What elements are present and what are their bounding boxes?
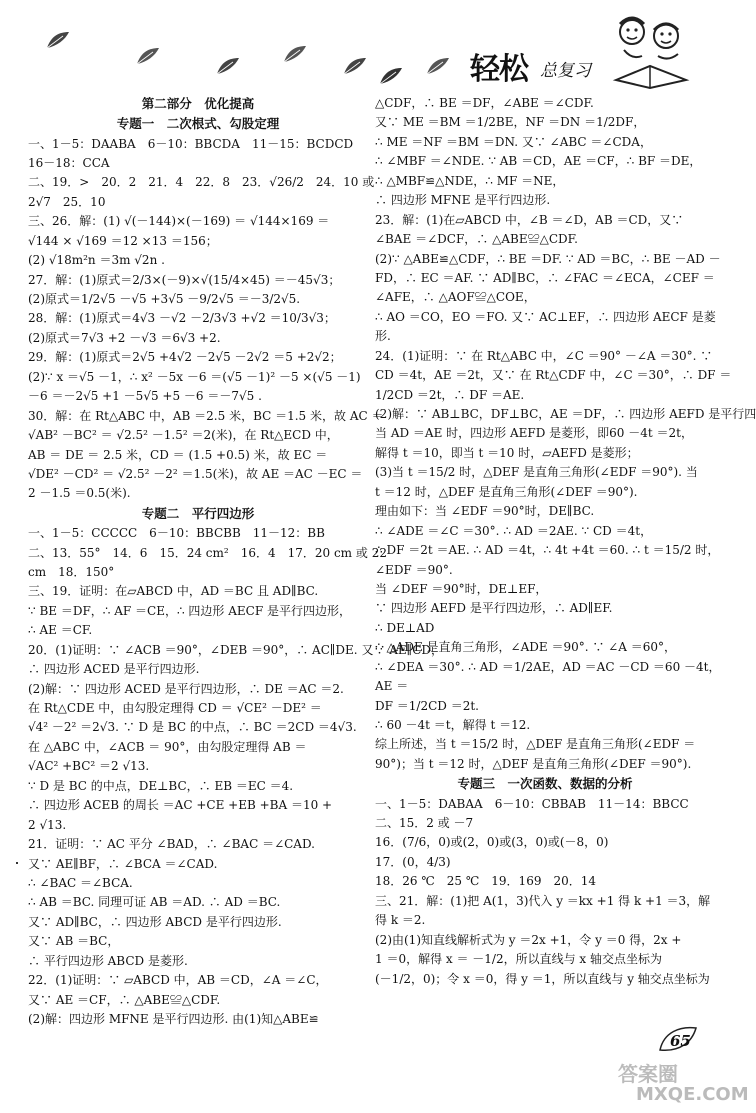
answer-line: ∴ △ADE 是直角三角形，∠ADE ＝90°. ∵ ∠A ＝60°， — [375, 640, 676, 655]
answer-line: FD，∴ EC ＝AF. ∵ AD∥BC，∴ ∠FAC ＝∠ECA，∠CEF ＝ — [375, 270, 715, 285]
answer-line: 28．解：(1)原式＝4√3 －√2 －2/3√3 +√2 ＝10/3√3； — [28, 311, 336, 326]
answer-line: ∴ ∠BAC ＝∠BCA. — [28, 875, 133, 890]
answer-line: ∠EDF ＝90°. — [375, 562, 453, 577]
answer-line: 综上所述，当 t ＝15/2 时，△DEF 是直角三角形(∠EDF ＝ — [375, 737, 696, 752]
answer-line: (3)当 t ＝15/2 时，△DEF 是直角三角形(∠EDF ＝90°). 当 — [375, 465, 698, 480]
answer-line: ∴ AE ＝CF. — [28, 623, 93, 638]
answer-line: ∴ 四边形 MFNE 是平行四边形. — [375, 193, 551, 208]
answer-line: ∴ DE⊥AD — [375, 620, 435, 635]
answer-line: cm 18．150° — [28, 564, 115, 579]
answer-line: 1 ＝0，解得 x ＝ －1/2，所以直线与 x 轴交点坐标为 — [375, 952, 663, 967]
answer-line: √AC² +BC² ＝2 √13. — [28, 759, 150, 774]
watermark-url: MXQE.COM — [636, 1084, 749, 1105]
answer-line: ∠AFE，∴ △AOF≌△COE， — [375, 290, 536, 305]
answer-line: 29．解：(1)原式＝2√5 +4√2 －2√5 －2√2 ＝5 +2√2； — [28, 350, 342, 365]
answer-line: 二、13．55° 14．6 15．24 cm² 16．4 17．20 cm 或 22 — [28, 545, 387, 560]
answer-line: (2)解：∵ 四边形 ACED 是平行四边形，∴ DE ＝AC ＝2. — [28, 681, 344, 696]
answer-line: 在 △ABC 中，∠ACB ＝ 90°，由勾股定理得 AB ＝ — [28, 739, 307, 754]
brand-title: 轻松 — [470, 52, 528, 87]
answer-line: ∠BAE ＝∠DCF，∴ △ABE≌△CDF. — [375, 232, 578, 247]
brand-subtitle: 总复习 — [540, 61, 591, 81]
section-heading: 专题二 平行四边形 — [141, 505, 255, 521]
answer-line: 16－18：CCA — [28, 155, 110, 170]
answer-line: 又∵ AD∥BC，∴ 四边形 ABCD 是平行四边形. — [28, 914, 282, 929]
answer-line: 18．26 ℃ 25 ℃ 19．169 20．14 — [375, 874, 596, 889]
answer-line: ∵ BE ＝DF，∴ AF ＝CE，∴ 四边形 AECF 是平行四边形， — [28, 603, 351, 618]
answer-line: 一、1－5：DAABA 6－10：BBCDA 11－15：BCDCD — [28, 136, 354, 151]
answer-line: CD ＝4t，AE ＝2t，又∵ 在 Rt△CDF 中，∠C ＝30°，∴ DF ＝ — [375, 368, 732, 383]
answer-line: ∴ ME ＝NF ＝BM ＝DN. 又∵ ∠ABC ＝∠CDA， — [375, 134, 652, 149]
answer-line: √144 × √169 ＝12 ×13 ＝156； — [28, 233, 218, 248]
answer-line: √4² －2² ＝2√3. ∵ D 是 BC 的中点，∴ BC ＝2CD ＝4√3. — [28, 720, 357, 735]
answer-line: 2√7 25．10 — [28, 194, 106, 209]
answer-line: (2)∵ △ABE≌△CDF，∴ BE ＝DF. ∵ AD ＝BC，∴ BE －AD － — [375, 251, 721, 266]
answer-line: (2) √18m²n ＝3m √2n . — [28, 253, 165, 268]
answer-line: ∴ AO ＝CO，EO ＝FO. 又∵ AC⊥EF，∴ 四边形 AECF 是菱 — [375, 309, 716, 324]
answer-line: 16．(7/6，0)或(2，0)或(3，0)或(－8，0) — [375, 835, 609, 850]
answer-line: ∴ AB ＝BC. 同理可证 AB ＝AD. ∴ AD ＝BC. — [28, 895, 281, 910]
page-number: 65 — [670, 1032, 691, 1050]
answer-line: ∴ DF ＝2t ＝AE. ∴ AD ＝4t，∴ 4t +4t ＝60. ∴ t ＝15/2 时， — [375, 543, 720, 558]
answer-line: 90°)；当 t ＝12 时，△DEF 是直角三角形(∠DEF ＝90°). — [375, 756, 692, 771]
answer-line: (2)解：四边形 MFNE 是平行四边形. 由(1)知△ABE≌ — [28, 1012, 319, 1026]
answer-line: 23．解：(1)在▱ABCD 中，∠B ＝∠D，AB ＝CD，又∵ — [375, 212, 684, 227]
answer-line: 二、19．> 20．2 21．4 22．8 23．√26/2 24．10 或 — [28, 175, 375, 190]
answer-line: (－1/2，0)；令 x ＝0，得 y ＝1，所以直线与 y 轴交点坐标为 — [375, 971, 710, 986]
answer-line: 又∵ AB ＝BC， — [28, 934, 120, 949]
watermark-logo: 答案圈 — [618, 1062, 678, 1086]
answer-line: √AB² －BC² ＝ √2.5² －1.5² ＝2(米)，在 Rt△ECD 中， — [28, 428, 339, 443]
page-header — [0, 0, 750, 92]
answer-line: 又∵ ME ＝BM ＝1/2BE，NF ＝DN ＝1/2DF， — [375, 115, 646, 130]
answer-line: ∴ ∠MBF ＝∠NDE. ∵ AB ＝CD，AE ＝CF，∴ BF ＝DE， — [375, 154, 702, 169]
leaf-icon — [378, 66, 404, 86]
answer-line: 当 ∠DEF ＝90°时，DE⊥EF， — [375, 581, 548, 596]
answer-line: ∴ 四边形 ACED 是平行四边形. — [28, 662, 200, 677]
answer-line: 一、1－5：DABAA 6－10：CBBAB 11－14：BBCC — [375, 796, 689, 811]
leaf-icon — [45, 30, 71, 50]
answer-line: 1/2CD ＝2t，∴ DF ＝AE. — [375, 387, 525, 402]
answer-line: 三、21．解：(1)把 A(1，3)代入 y ＝kx +1 得 k +1 ＝3，解 — [375, 893, 711, 908]
answer-line: 27．解：(1)原式＝2/3×(－9)×√(15/4×45) ＝－45√3； — [28, 272, 341, 287]
answer-line: 三、26．解：(1) √(－144)×(－169) ＝ √144×169 ＝ — [28, 214, 330, 229]
answer-line: 又∵ AE ＝CF，∴ △ABE≌△CDF. — [28, 992, 221, 1007]
answer-line: ∴ ∠ADE ＝∠C ＝30°. ∴ AD ＝2AE. ∵ CD ＝4t， — [375, 523, 653, 538]
answer-line: ∵ 四边形 AEFD 是平行四边形，∴ AD∥EF. — [375, 601, 613, 616]
leaf-icon — [342, 56, 368, 76]
answer-line: (2)由(1)知直线解析式为 y ＝2x +1，令 y ＝0 得，2x + — [375, 932, 682, 947]
answer-line: ∴ 60 －4t ＝t，解得 t ＝12. — [375, 718, 531, 732]
stray-mark — [16, 862, 18, 864]
answer-line: (2)原式＝7√3 +2 －√3 ＝6√3 +2. — [28, 330, 221, 345]
answer-line: t ＝12 时，△DEF 是直角三角形(∠DEF ＝90°). — [375, 484, 638, 499]
leaf-icon — [215, 56, 241, 76]
section-heading: 第二部分 优化提高 — [141, 96, 255, 111]
answer-line: 24．(1)证明：∵ 在 Rt△ABC 中，∠C ＝90° －∠A ＝30°. ∵ — [375, 348, 713, 363]
answer-line: 21．证明：∵ AC 平分 ∠BAD，∴ ∠BAC ＝∠CAD. — [28, 837, 315, 852]
answer-line: 2 √13. — [28, 817, 67, 832]
answer-line: DF ＝1/2CD ＝2t. — [375, 698, 479, 713]
answer-line: 三、19．证明：在▱ABCD 中，AD ＝BC 且 AD∥BC. — [28, 584, 319, 599]
section-heading: 专题一 二次根式、勾股定理 — [116, 116, 280, 132]
answer-line: 理由如下：当 ∠EDF ＝90°时，DE∥BC. — [375, 504, 595, 519]
answer-line: 2 －1.5 ＝0.5(米). — [28, 486, 131, 501]
answer-line: 又∵ AE∥BF，∴ ∠BCA ＝∠CAD. — [28, 856, 218, 871]
answer-line: ∴ 平行四边形 ABCD 是菱形. — [28, 953, 188, 968]
answer-line: 形. — [375, 329, 391, 344]
answer-line: 当 AD ＝AE 时，四边形 AEFD 是菱形，即60 －4t ＝2t， — [375, 426, 693, 441]
answer-line: 一、1－5：CCCCC 6－10：BBCBB 11－12：BB — [28, 526, 325, 541]
answer-line: 17．(0，4/3) — [375, 854, 451, 869]
kids-reading-illustration-icon — [608, 10, 698, 90]
answer-line: (2)∵ x ＝√5 －1，∴ x² －5x －6 ＝(√5 －1)² －5 ×(√5 －1) — [28, 369, 361, 384]
answer-line: 30．解：在 Rt△ABC 中，AB ＝2.5 米，BC ＝1.5 米，故 AC ＝ — [28, 408, 384, 423]
leaf-icon — [135, 46, 161, 66]
answer-line: (2)解：∵ AB⊥BC，DF⊥BC，AE ＝DF，∴ 四边形 AEFD 是平行四 — [375, 407, 756, 421]
answer-line: (2)原式＝1/2√5 －√5 +3√5 －9/2√5 ＝－3/2√5. — [28, 292, 301, 306]
answer-line: 在 Rt△CDE 中，由勾股定理得 CD ＝ √CE² －DE² ＝ — [28, 701, 322, 715]
answer-line: △CDF，∴ BE ＝DF，∠ABE ＝∠CDF. — [375, 96, 594, 110]
leaf-icon — [282, 44, 308, 64]
answer-line: 20．(1)证明：∵ ∠ACB ＝90°，∠DEB ＝90°，∴ AC∥DE. 又∵ AE∥CD， — [28, 642, 444, 657]
answer-line: ∴ 四边形 ACEB 的周长 ＝AC +CE +EB +BA ＝10 + — [28, 798, 333, 813]
answer-line: AB ＝ DE ＝ 2.5 米，CD ＝ (1.5 +0.5) 米，故 EC ＝ — [28, 447, 328, 462]
answer-line: AE ＝ — [375, 679, 409, 694]
answer-line: 二、15．2 或 －7 — [375, 816, 474, 830]
leaf-icon — [425, 56, 451, 76]
answer-line: √DE² －CD² ＝ √2.5² －2² ＝1.5(米)，故 AE ＝AC －EC ＝ — [28, 466, 363, 481]
answer-line: 解得 t ＝10，即当 t ＝10 时，▱AEFD 是菱形； — [375, 445, 639, 460]
section-heading: 专题三 一次函数、数据的分析 — [457, 776, 633, 792]
answer-line: ∴ △MBF≌△NDE，∴ MF ＝NE， — [375, 173, 565, 188]
right-column — [375, 94, 756, 989]
answer-line: ∴ ∠DEA ＝30°. ∴ AD ＝1/2AE，AD ＝AC －CD ＝60 －4t， — [375, 659, 721, 674]
answer-line: 得 k ＝2. — [375, 913, 426, 928]
answer-line: 22．(1)证明：∵ ▱ABCD 中，AB ＝CD，∠A ＝∠C， — [28, 973, 328, 988]
answer-line: －6 ＝－2√5 +1 －5√5 +5 －6 ＝－7√5 . — [28, 389, 262, 404]
answer-line: ∵ D 是 BC 的中点，DE⊥BC，∴ EB ＝EC ＝4. — [28, 778, 294, 793]
